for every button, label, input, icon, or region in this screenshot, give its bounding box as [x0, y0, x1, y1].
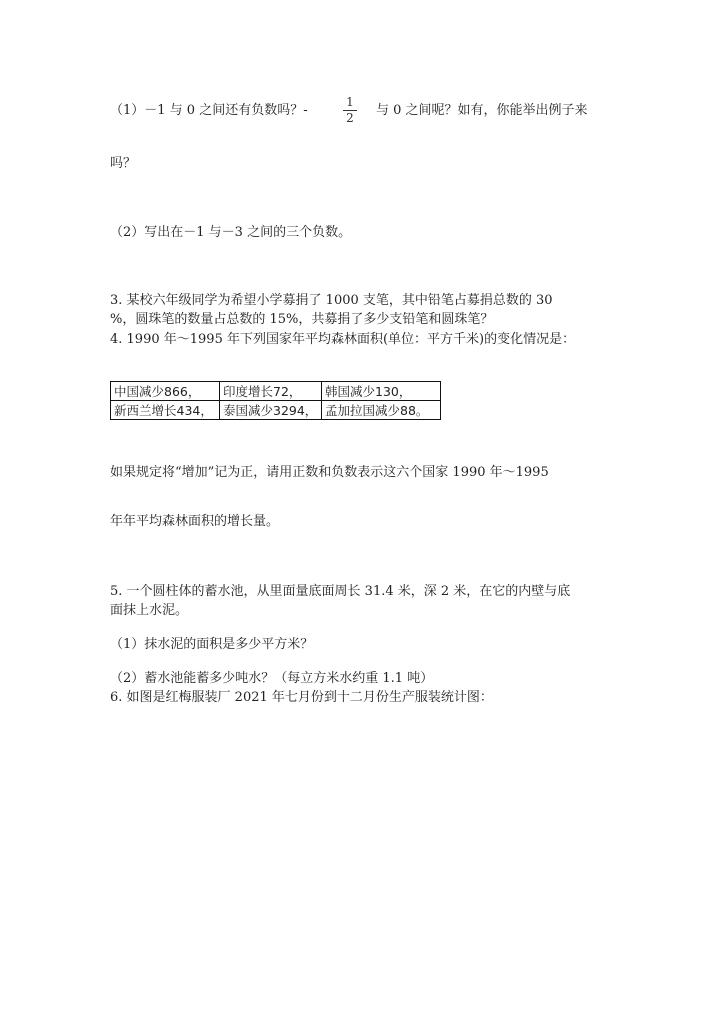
table-cell: 新西兰增长434，	[111, 401, 220, 420]
table-row	[111, 401, 441, 420]
q5-sub-2: （2）蓄水池能蓄多少吨水？（每立方米水约重 1.1 吨）	[110, 671, 434, 686]
q4-line-1: 4. 1990 年～1995 年下列国家年平均森林面积(单位：平方千米)的变化情况是：	[110, 332, 576, 347]
table-cell: 韩国减少130，	[322, 382, 441, 401]
q1-part2-text: （2）写出在－1 与－3 之间的三个负数。	[110, 225, 352, 240]
table-cell: 孟加拉国减少88。	[322, 401, 441, 420]
table-cell: 中国减少866，	[111, 382, 220, 401]
q5-line-1: 5. 一个圆柱体的蓄水池，从里面量底面周长 31.4 米，深 2 米，在它的内壁与底	[110, 584, 571, 599]
q4-after-line-2: 年年平均森林面积的增长量。	[110, 514, 280, 529]
fraction-denominator: 2	[346, 111, 354, 125]
q3-line-1: 3. 某校六年级同学为希望小学募捐了 1000 支笔，其中铅笔占募捐总数的 30	[110, 293, 553, 308]
q5-line-2: 面抹上水泥。	[110, 603, 189, 618]
q6-line-1: 6. 如图是红梅服装厂 2021 年七月份到十二月份生产服装统计图：	[110, 690, 493, 705]
fraction-one-half	[343, 96, 357, 125]
q1-part1-text-c: 吗？	[110, 156, 137, 171]
fraction-numerator: 1	[346, 95, 354, 109]
forest-change-table	[110, 381, 441, 420]
q1-part1-text-a: （1）－1 与 0 之间还有负数吗？-	[110, 103, 308, 118]
table-cell: 印度增长72，	[220, 382, 322, 401]
table-row	[111, 382, 441, 401]
q5-sub-1: （1）抹水泥的面积是多少平方米？	[110, 637, 314, 652]
table-cell: 泰国减少3294，	[220, 401, 322, 420]
q3-line-2: %，圆珠笔的数量占总数的 15%，共募捐了多少支铅笔和圆珠笔？	[110, 312, 494, 327]
q1-part1-text-b: 与 0 之间呢？如有，你能举出例子来	[376, 103, 588, 118]
q4-after-line-1: 如果规定将“增加”记为正，请用正数和负数表示这六个国家 1990 年～1995	[110, 465, 549, 480]
